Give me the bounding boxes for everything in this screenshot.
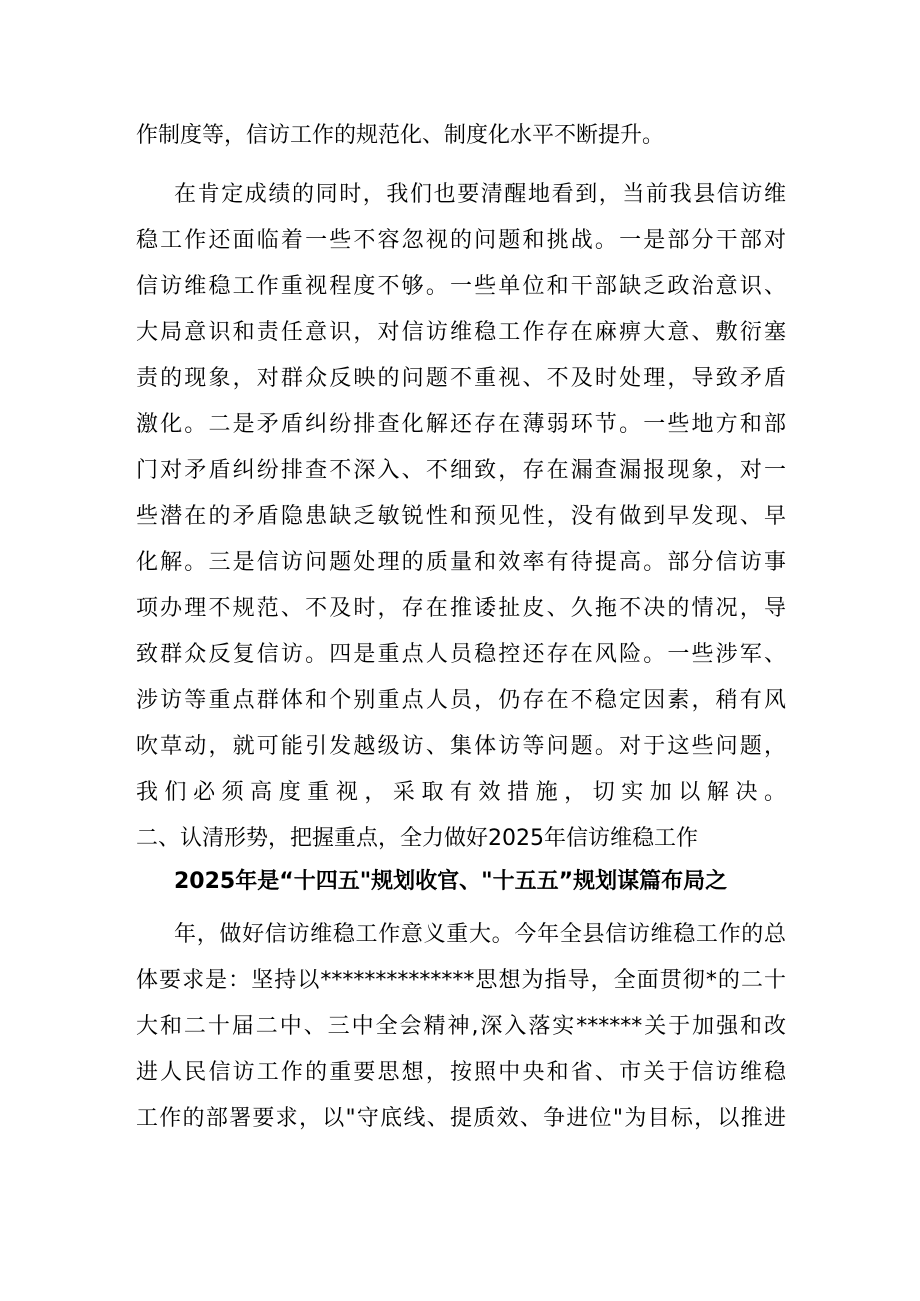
paragraph-line: 致群众反复信访。四是重点人员稳控还存在风险。一些涉军、 xyxy=(136,642,786,667)
paragraph-line: 体要求是：坚持以**************思想为指导，全面贯彻*的二十 xyxy=(136,968,786,993)
paragraph-line: 吹草动，就可能引发越级访、集体访等问题。对于这些问题， xyxy=(136,734,786,759)
paragraph-line: 工作的部署要求，以"守底线、提质效、争进位"为目标，以推进 xyxy=(136,1106,786,1131)
paragraph-line xyxy=(136,1145,786,1185)
paragraph-line: 在肯定成绩的同时，我们也要清醒地看到，当前我县信访维 xyxy=(174,182,786,207)
paragraph-line: 我们必须高度重视，采取有效措施，切实加以解决。 xyxy=(136,780,786,805)
paragraph-line: 激化。二是矛盾纠纷排查化解还存在薄弱环节。一些地方和部 xyxy=(136,412,786,437)
paragraph-line: 责的现象，对群众反映的问题不重视、不及时处理，导致矛盾 xyxy=(136,366,786,391)
paragraph-line: 项办理不规范、不及时，存在推诿扯皮、久拖不决的情况，导 xyxy=(136,596,786,621)
paragraph-line: 大和二十届二中、三中全会精神,深入落实******关于加强和改 xyxy=(136,1014,786,1039)
paragraph-line: 进人民信访工作的重要思想，按照中央和省、市关于信访维稳 xyxy=(136,1060,786,1085)
paragraph-line: 化解。三是信访问题处理的质量和效率有待提高。部分信访事 xyxy=(136,550,786,575)
paragraph-line: 信访维稳工作重视程度不够。一些单位和干部缺乏政治意识、 xyxy=(136,274,786,299)
paragraph-line: 门对矛盾纠纷排查不深入、不细致，存在漏查漏报现象，对一 xyxy=(136,458,786,483)
paragraph-line: 二、认清形势，把握重点，全力做好2025年信访维稳工作 xyxy=(136,826,698,851)
paragraph-line: 稳工作还面临着一些不容忽视的问题和挑战。一是部分干部对 xyxy=(136,228,786,253)
paragraph-line: 年，做好信访维稳工作意义重大。今年全县信访维稳工作的总 xyxy=(174,922,786,947)
paragraph-line: 作制度等，信访工作的规范化、制度化水平不断提升。 xyxy=(136,123,665,148)
paragraph-line: 涉访等重点群体和个别重点人员，仍存在不稳定因素，稍有风 xyxy=(136,688,786,713)
paragraph-line: 大局意识和责任意识，对信访维稳工作存在麻痹大意、敷衍塞 xyxy=(136,320,786,345)
section-heading: 2025年是“十四五"规划收官、"十五五”规划谋篇布局之 xyxy=(174,869,728,894)
paragraph-line: 些潜在的矛盾隐患缺乏敏锐性和预见性，没有做到早发现、早 xyxy=(136,504,786,529)
